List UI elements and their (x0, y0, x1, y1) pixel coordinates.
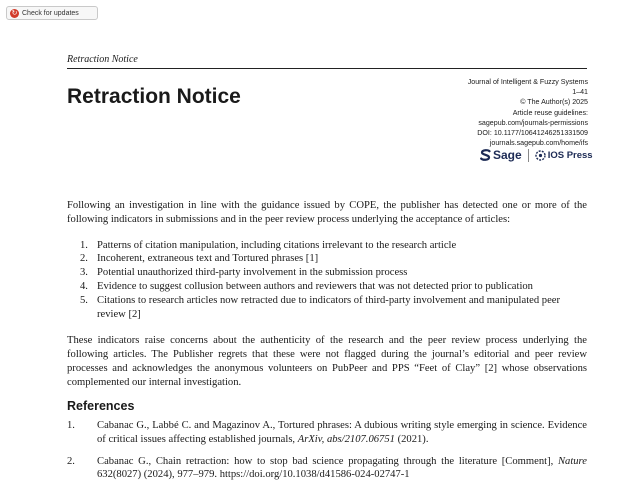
indicator-number: 5. (80, 294, 88, 306)
indicator-number: 2. (80, 253, 88, 265)
notice-body (67, 199, 587, 390)
indicator-item (67, 239, 587, 253)
indicator-item (67, 252, 587, 266)
publisher-logos (480, 148, 593, 162)
conclusion-paragraph: These indicators raise concerns about the authenticity of the research and the peer review process underlying the following articles. The Publisher regrets that these were not flagged during the journal’s editorial and peer review processes and acknowledges the anonymous volunteers on PubPeer and PPS “Feet of Clay” [2] whose observations complemented our internal investigation. (67, 335, 587, 388)
indicator-item (67, 266, 587, 280)
section-label: Retraction Notice (67, 54, 138, 65)
references-list (67, 419, 587, 482)
page-range: 1–41 (572, 88, 588, 97)
reference-item (67, 455, 587, 483)
logo-divider (528, 149, 529, 162)
doi[interactable]: DOI: 10.1177/10641246251331509 (477, 129, 588, 138)
page-title: Retraction Notice (67, 85, 241, 108)
ios-press-wordmark: IOS Press (547, 149, 593, 161)
journal-home-link[interactable]: journals.sagepub.com/home/ifs (489, 139, 588, 148)
check-for-updates-badge[interactable] (6, 6, 98, 20)
reference-source: Nature (557, 455, 587, 467)
indicator-text: Patterns of citation manipulation, including citations irrelevant to the research article (97, 239, 457, 251)
indicator-item (67, 280, 587, 294)
journal-info (468, 77, 588, 148)
indicator-text: Citations to research articles now retracted due to indicators of third-party involvement and manipulated peer review [2] (97, 294, 561, 320)
indicator-text: Potential unauthorized third-party involvement in the submission process (97, 267, 408, 279)
reference-text: Cabanac G., Labbé C. and Magazinov A., Tortured phrases: A dubious writing style emerging in science. Evidence of critical issues affecting established journals, (97, 420, 587, 445)
indicator-item (67, 294, 587, 322)
reuse-link[interactable]: sagepub.com/journals-permissions (478, 118, 588, 127)
reference-tail: 632(8027) (2024), 977–979. https://doi.org/10.1038/d41586-024-02747-1 (97, 469, 410, 481)
sage-logo (480, 148, 522, 162)
copyright: © The Author(s) 2025 (520, 98, 588, 107)
indicator-number: 4. (80, 280, 88, 292)
ios-press-icon (535, 150, 546, 161)
reference-source: ArXiv, abs/2107.06751 (297, 433, 395, 445)
reference-number: 1. (67, 420, 75, 431)
reference-tail: (2021). (394, 433, 429, 445)
header-divider (67, 68, 587, 69)
indicator-list (67, 239, 587, 322)
reference-text: Cabanac G., Chain retraction: how to stop bad science propagating through the literature [Comment], (97, 455, 558, 467)
indicator-number: 1. (80, 239, 88, 251)
references-heading: References (67, 399, 135, 413)
indicator-number: 3. (80, 267, 88, 279)
refresh-icon: ↻ (11, 9, 18, 17)
indicator-text: Incoherent, extraneous text and Tortured phrases [1] (97, 253, 319, 265)
ios-press-logo (535, 150, 593, 161)
reference-item (67, 419, 587, 447)
intro-paragraph: Following an investigation in line with the guidance issued by COPE, the publisher has detected one or more of the following indicators in submissions and in the peer review process underlying the acceptance of articles: (67, 200, 587, 225)
badge-label: Check for updates (22, 9, 79, 17)
reuse-label: Article reuse guidelines: (512, 108, 588, 117)
sage-s-icon (480, 149, 491, 161)
reference-number: 2. (67, 455, 75, 467)
sage-wordmark: Sage (493, 148, 522, 162)
indicator-text: Evidence to suggest collusion between authors and reviewers that was not detected prior to publication (97, 280, 533, 292)
journal-name: Journal of Intelligent & Fuzzy Systems (467, 78, 588, 86)
